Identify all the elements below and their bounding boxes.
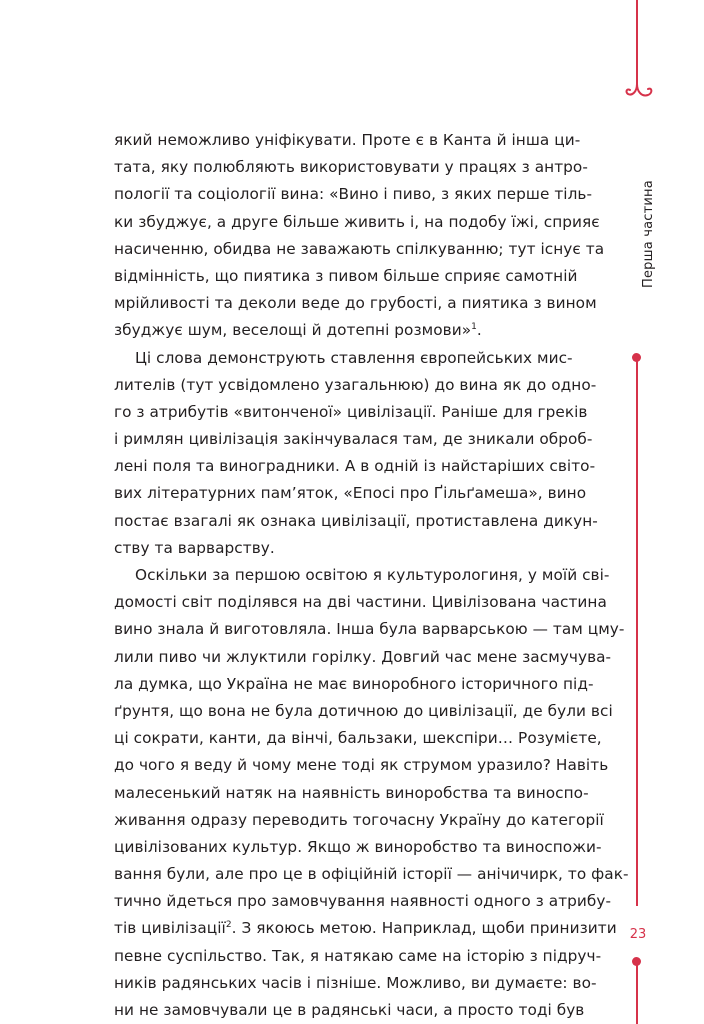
text-line: ству та варварству.	[114, 538, 275, 557]
text-line: вих літературних пам’яток, «Епосі про Ґільґамеша», вино	[114, 484, 587, 503]
text-line: тата, яку полюбляють використовувати у працях з антро-	[114, 158, 588, 177]
text-line: пології та соціології вина: «Вино і пиво, з яких перше тіль-	[114, 185, 593, 204]
text-line: відмінність, що пиятика з пивом більше сприяє самотній	[114, 266, 578, 285]
text-line: ників радянських часів і пізніше. Можливо, ви думаєте: во-	[114, 973, 597, 992]
text-line: цивілізованих культур. Якщо ж виноробство та виноспожи-	[114, 837, 602, 856]
margin-rule-bottom	[636, 962, 638, 1024]
footnote-ref[interactable]: 1	[471, 322, 477, 333]
text-line: мрійливості та деколи веде до грубості, а пиятика з вином	[114, 294, 597, 313]
text-line	[114, 317, 570, 344]
text-line: постає взагалі як ознака цивілізації, протиставлена дикун-	[114, 511, 598, 530]
text-line: ни не замовчували це в радянські часи, а просто тоді був	[114, 1001, 585, 1019]
text-line: Ці слова демонструють ставлення європейських мис-	[135, 348, 573, 367]
text-line: ки збуджує, а друге більше живить і, на подобу їжі, сприяє	[114, 212, 600, 231]
text-line: ці сократи, канти, да вінчі, бальзаки, шекспіри… Розумієте,	[114, 729, 602, 748]
text-line-tail: . З якоюсь метою. Наприклад, щоби принизити	[231, 919, 617, 938]
text-line: насиченню, обидва не заважають спілкуванню; тут існує та	[114, 239, 605, 258]
text-line: лителів (тут усвідомлено узагальнюю) до вина як до одно-	[114, 375, 597, 394]
sentence-end: .	[476, 321, 482, 340]
text-line: малесенький натяк на наявність виноробства та виноспо-	[114, 783, 589, 802]
text-line	[114, 915, 617, 942]
text-line: певне суспільство. Так, я натякаю саме на історію з підруч-	[114, 946, 602, 965]
footnote-ref[interactable]: 2	[225, 920, 232, 931]
text-line: який неможливо уніфікувати. Проте є в Канта й інша ци-	[114, 131, 581, 149]
text-line: домості світ поділявся на дві частини. Цивілізована частина	[114, 593, 607, 612]
body-text	[114, 127, 629, 1024]
text-line: ґрунтя, що вона не була дотичною до цивілізації, де були всі	[114, 701, 613, 720]
text-line: ла думка, що Україна не має виноробного історичного під-	[114, 674, 594, 693]
paragraph	[114, 127, 605, 345]
text-line: лили пиво чи жлуктили горілку. Довгий час мене засмучува-	[114, 647, 612, 666]
text-line: живання одразу переводить тогочасну Україну до категорії	[114, 810, 604, 829]
text-line: вино знала й виготовляла. Інша була варварською — там цму-	[114, 620, 625, 639]
running-head-label: Перша частина	[641, 180, 656, 288]
margin-rule-middle	[636, 358, 638, 906]
text-line-content: збуджує шум, веселощі й дотепні розмови»	[114, 321, 472, 340]
text-line: вання були, але про це в офіційній історії — анічичирк, то фак-	[114, 865, 629, 884]
text-line: до чого я веду й чому мене тоді як струмом уразило? Навіть	[114, 756, 609, 775]
text-line: і римлян цивілізація закінчувалася там, де зникали оброб-	[114, 430, 593, 449]
text-line: го з атрибутів «витонченої» цивілізації. Раніше для греків	[114, 402, 588, 421]
ornament-curl-icon	[624, 70, 658, 100]
paragraph	[114, 345, 598, 563]
text-line-content: тів цивілізації	[114, 919, 226, 938]
page-number: 23	[629, 927, 647, 942]
text-line: лені поля та виноградники. А в одній із найстаріших світо-	[114, 457, 596, 476]
text-line: Оскільки за першою освітою я культурологиня, у моїй сві-	[135, 566, 610, 584]
paragraph	[114, 562, 629, 1024]
text-line: тично йдеться про замовчування наявності одного з атрибу-	[114, 892, 612, 911]
margin-rule-top	[636, 0, 638, 76]
